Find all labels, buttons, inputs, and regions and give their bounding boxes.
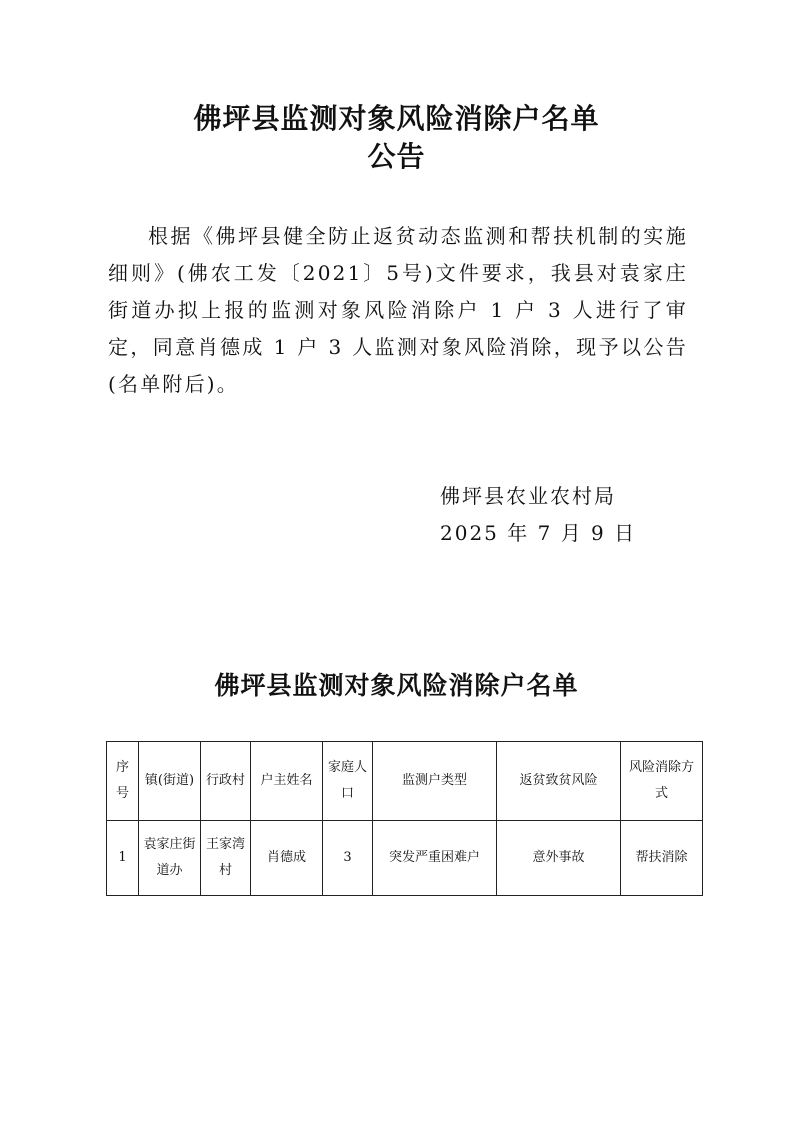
list-title: 佛坪县监测对象风险消除户名单 bbox=[214, 671, 579, 700]
table-cell: 王家湾村 bbox=[201, 821, 251, 896]
header-cell: 镇(街道) bbox=[139, 742, 201, 821]
table-cell: 肖德成 bbox=[251, 821, 323, 896]
header-cell: 行政村 bbox=[201, 742, 251, 821]
table-cell: 袁家庄街道办 bbox=[139, 821, 201, 896]
signature-organization: 佛坪县农业农村局 bbox=[440, 484, 616, 508]
header-cell: 家庭人口 bbox=[323, 742, 373, 821]
signature-date: 2025 年 7 月 9 日 bbox=[440, 521, 637, 545]
table-cell: 突发严重困难户 bbox=[373, 821, 497, 896]
notice-body: 根据《佛坪县健全防止返贫动态监测和帮扶机制的实施细则》(佛农工发〔2021〕5号)文件要求，我县对袁家庄街道办拟上报的监测对象风险消除户 1 户 3 人进行了审定，同意肖德成 1 户 3 人监测对象风险消除，现予以公告(名单附后)。 bbox=[108, 224, 688, 396]
table-row bbox=[107, 821, 703, 896]
table-cell: 帮扶消除 bbox=[621, 821, 703, 896]
table-cell: 1 bbox=[107, 821, 139, 896]
notice-subtitle: 公告 bbox=[367, 140, 426, 173]
header-cell: 序号 bbox=[107, 742, 139, 821]
header-cell: 风险消除方式 bbox=[621, 742, 703, 821]
table-header-row bbox=[107, 742, 703, 821]
roster-table bbox=[106, 741, 703, 896]
header-cell: 监测户类型 bbox=[373, 742, 497, 821]
header-cell: 返贫致贫风险 bbox=[497, 742, 621, 821]
table-cell: 意外事故 bbox=[497, 821, 621, 896]
notice-title: 佛坪县监测对象风险消除户名单 bbox=[193, 102, 600, 135]
header-cell: 户主姓名 bbox=[251, 742, 323, 821]
table-cell: 3 bbox=[323, 821, 373, 896]
